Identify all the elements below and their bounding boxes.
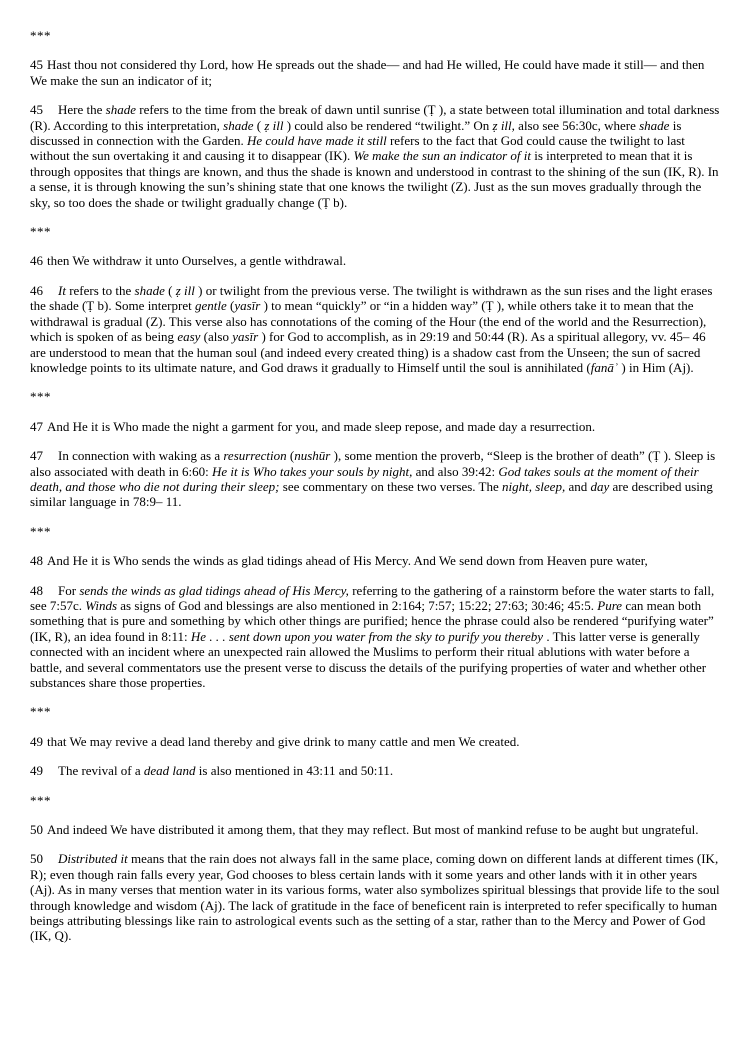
italic-run: dead land — [143, 763, 196, 779]
text-run: Here the — [58, 102, 106, 118]
commentary-number: 49 — [30, 763, 43, 779]
italic-run: shade — [105, 102, 136, 118]
text-run: ) in Him (Aj). — [618, 359, 694, 375]
text-run: . This latter verse is generally connected with an incident where an unexpected rain allowed the Muslims to perform their ritual ablutions with water before a battle, and several commentators use the present verse to discuss the details of the purifying properties of water and whether other substances share those properties. — [30, 628, 707, 690]
italic-run: easy — [177, 329, 201, 345]
italic-run: shade — [639, 117, 670, 133]
section-separator: *** — [30, 704, 51, 720]
text-run: The revival of a — [58, 763, 144, 779]
text-run: ) or twilight from the previous verse. The twilight is withdrawn as the sun rises and the light erases the shade (Ṭ b). Some interpret — [30, 282, 713, 314]
italic-run: shade — [134, 282, 165, 298]
commentary-paragraph — [30, 283, 720, 375]
commentary-number: 50 — [30, 851, 43, 867]
italic-run: fanāʾ — [590, 359, 619, 375]
italic-run: ẓ ill, — [492, 117, 515, 133]
text-run: ( — [226, 298, 235, 314]
italic-run: He could have made it still — [246, 133, 387, 149]
text-run: then We withdraw it unto Ourselves, a gentle withdrawal. — [47, 253, 347, 269]
italic-run: We make the sun an indicator of it — [353, 148, 532, 164]
italic-run: yasīr — [232, 329, 259, 345]
verse-number: 50 — [30, 822, 43, 838]
verse-text — [30, 553, 720, 568]
text-run: ( — [164, 282, 176, 298]
italic-run: night, sleep, — [502, 478, 566, 494]
section-separator: *** — [30, 389, 51, 405]
text-run: also see 56:30c, where — [514, 117, 640, 133]
verse-number: 48 — [30, 553, 43, 569]
text-run: ) could also be rendered “twilight.” On — [283, 117, 493, 133]
commentary-paragraph — [30, 851, 720, 943]
text-run: see commentary on these two verses. The — [279, 478, 503, 494]
text-run: refers to the — [65, 282, 135, 298]
italic-run: shade — [223, 117, 254, 133]
commentary-number: 45 — [30, 102, 43, 118]
text-run: And He it is Who sends the winds as glad tidings ahead of His Mercy. And We send down from Heaven pure water, — [47, 553, 648, 569]
italic-run: Pure — [597, 597, 623, 613]
italic-run: resurrection — [223, 448, 287, 464]
commentary-paragraph — [30, 763, 720, 778]
italic-run: It — [58, 282, 66, 298]
text-run: and — [565, 478, 591, 494]
commentary-number: 48 — [30, 582, 43, 598]
section-separator: *** — [30, 792, 51, 808]
verse-number: 49 — [30, 733, 43, 749]
verse-text — [30, 419, 720, 434]
text-run: ), some mention the proverb, “Sleep is the brother of death” (Ṭ ). Sleep is also associated with death in 6:60: — [30, 448, 716, 479]
text-run: that We may revive a dead land thereby and give drink to many cattle and men We created. — [47, 733, 520, 749]
text-run: ) for God to accomplish, as in 29:19 and 50:44 (R). As a spiritual allegory, vv. 45– 46 are understood to mean that the human soul (and indeed every created thing) is a shadow cast from the Unseen; the sun of sacred knowledge points to its ultimate nature, and God draws it gradually to Himself until the soul is annihilated ( — [30, 329, 706, 375]
commentary-paragraph — [30, 583, 720, 691]
text-run: Hast thou not considered thy Lord, how He spreads out the shade— and had He willed, He could have made it still— and then We make the sun an indicator of it; — [30, 57, 705, 88]
text-run: And indeed We have distributed it among them, that they may reflect. But most of mankind refuse to be aught but ungrateful. — [47, 822, 699, 838]
verse-text — [30, 253, 720, 268]
verse-text — [30, 57, 720, 88]
text-run: In connection with waking as a — [58, 448, 224, 464]
text-run: and also 39:42: — [412, 463, 499, 479]
italic-run: sends the winds as glad tidings ahead of His Mercy, — [79, 582, 349, 598]
section-separator: *** — [30, 28, 51, 43]
text-run: is discussed in connection with the Garden. — [30, 117, 682, 149]
text-run: ( — [286, 448, 295, 464]
commentary-paragraph — [30, 102, 720, 210]
text-run: refers to the time from the break of dawn until sunrise (Ṭ ), a state between total illumination and total darkness (R). According to this interpretation, — [30, 102, 720, 133]
text-run: (also — [200, 329, 233, 345]
section-separator: *** — [30, 523, 51, 539]
italic-run: ẓ ill — [175, 282, 195, 298]
text-run: referring to the gathering of a rainstorm before the water starts to fall, see 7:57c. — [30, 582, 715, 613]
text-run: And He it is Who made the night a garment for you, and made sleep repose, and made day a resurrection. — [47, 418, 596, 434]
section-separator: *** — [30, 224, 51, 240]
text-run: means that the rain does not always fall in the same place, coming down on different lands at different times (IK, R); even though rain falls every year, God chooses to bless certain lands with it some years and other lands with it in other years (Aj). As in many verses that mention water in its various forms, water also symbolizes spiritual blessings that provide life to the soul through knowledge and wisdom (Aj). The lack of gratitude in the face of beneficent rain is interpreted to refer specifically to human beings attributing blessings like rain to astrological events such as the setting of a star, rather than to the Mercy and Power of God (IK, Q). — [30, 851, 720, 944]
commentary-number: 47 — [30, 448, 43, 464]
text-run: For — [58, 582, 80, 598]
italic-run: ẓ ill — [264, 117, 284, 133]
italic-run: gentle — [194, 298, 227, 314]
italic-run: He . . . sent down upon you water from the sky to purify you thereby — [190, 628, 544, 644]
italic-run: God takes souls at the moment of their death, and those who die not during their sleep; — [30, 463, 699, 494]
commentary-number: 46 — [30, 282, 43, 298]
verse-number: 47 — [30, 418, 43, 434]
italic-run: nushūr — [294, 448, 331, 464]
text-run: is interpreted to mean that it is through opposites that things are known, and thus the shade is known and understood in contrast to the shining of the sun (IK, R). In a sense, it is through knowing the sun’s shining state that one knows the twilight (Z). Just as the sun moves gradually through the sky, so too does the shade or twilight gradually change (Ṭ b). — [30, 148, 719, 210]
verse-number: 46 — [30, 253, 43, 269]
italic-run: day — [590, 478, 610, 494]
italic-run: yasīr — [234, 298, 261, 314]
text-run: ( — [253, 117, 265, 133]
italic-run: Distributed it — [58, 851, 128, 867]
text-run: refers to the fact that God could cause the twilight to last without the sun overtaking it and causing it to disappear (IK). — [30, 133, 685, 164]
document-body — [30, 28, 720, 944]
italic-run: Winds — [85, 597, 118, 613]
text-run: are described using similar language in 78:9– 11. — [30, 478, 713, 510]
text-run: is also mentioned in 43:11 and 50:11. — [195, 763, 394, 779]
text-run: can mean both something that is pure and something by which other things are purified; hence the phrase could also be rendered “purifying water” (IK, R), an idea found in 8:11: — [30, 597, 714, 644]
verse-number: 45 — [30, 57, 43, 73]
verse-text — [30, 822, 720, 837]
text-run: ) to mean “quickly” or “in a hidden way” (Ṭ ), while others take it to mean that the withdrawal is gradual (Z). This verse also has connotations of the coming of the Hour (the end of the world and the Resurrection), which is spoken of as being — [30, 298, 707, 345]
verse-text — [30, 734, 720, 749]
text-run: as signs of God and blessings are also mentioned in 2:164; 7:57; 15:22; 27:63; 30:46; 45:5. — [117, 597, 598, 613]
commentary-paragraph — [30, 448, 720, 510]
italic-run: He it is Who takes your souls by night, — [211, 463, 413, 479]
